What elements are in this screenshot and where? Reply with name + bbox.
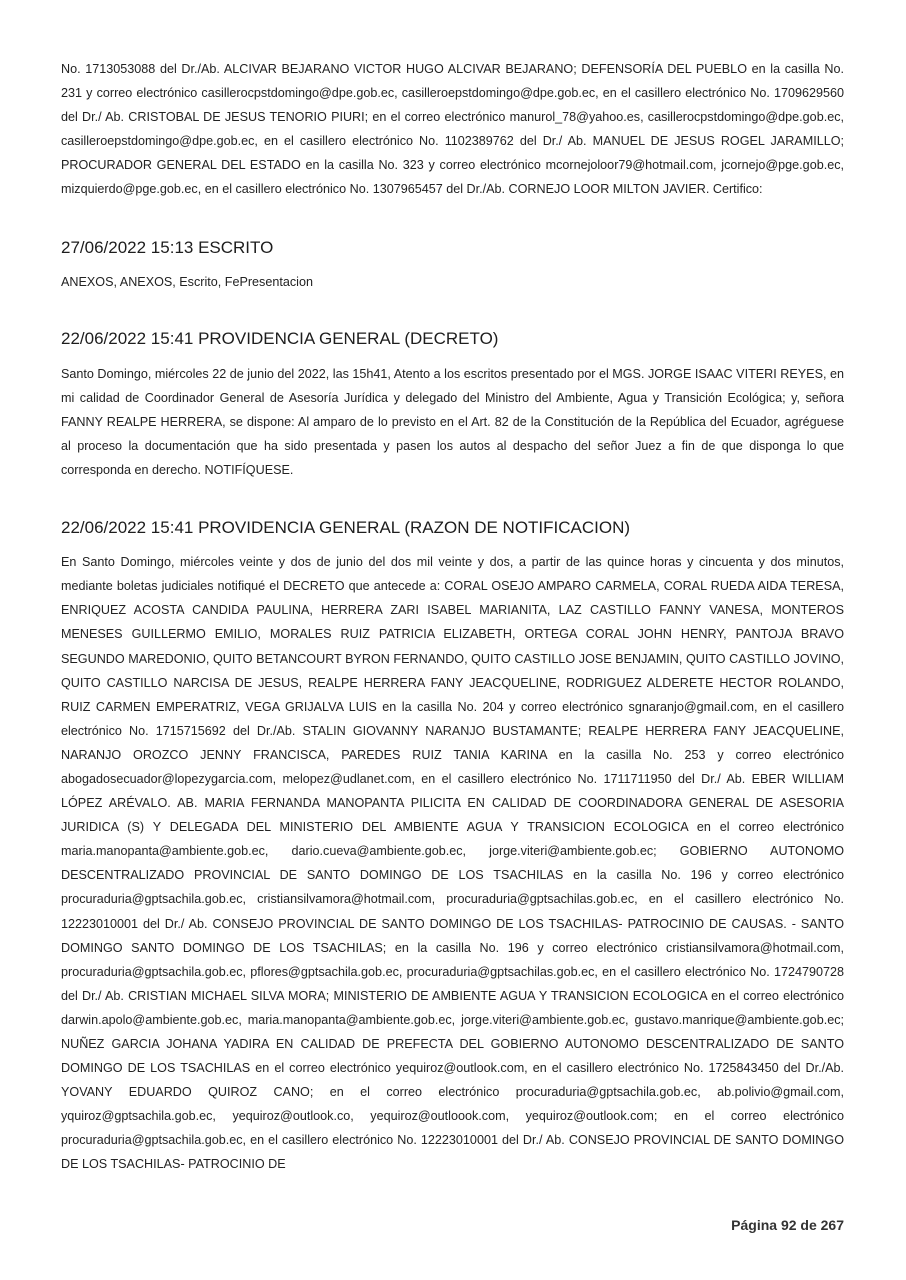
entry-heading-decreto: 22/06/2022 15:41 PROVIDENCIA GENERAL (DECRETO) [61, 328, 499, 348]
entry-heading-razon-notificacion: 22/06/2022 15:41 PROVIDENCIA GENERAL (RAZON DE NOTIFICACION) [61, 518, 631, 538]
document-page [61, 57, 844, 1177]
entry-body-razon-notificacion: En Santo Domingo, miércoles veinte y dos de junio del dos mil veinte y dos, a partir de las quince horas y cincuenta y dos minutos, mediante boletas judiciales notifiqué el DECRETO que antecede a: CORAL OSEJO AMPARO CARMELA, CORAL RUEDA AIDA TERESA, ENRIQUEZ ACOSTA CANDIDA PAULINA, HERRERA ZARI ISABEL MARIANITA, LAZ CASTILLO FANNY VANESA, MONTEROS MENESES GUILLERMO EMILIO, MORALES RUIZ PATRICIA ELIZABETH, ORTEGA CORAL JOHN HENRY, PANTOJA BRAVO SEGUNDO MAREDONIO, QUITO BETANCOURT BYRON FERNANDO, QUITO CASTILLO JOSE BENJAMIN, QUITO CASTILLO JOVINO, QUITO CASTILLO NARCISA DE JESUS, REALPE HERRERA FANY JEACQUELINE, RODRIGUEZ ALDERETE HECTOR ROLANDO, RUIZ CARMEN EMPERATRIZ, VEGA GRIJALVA LUIS en la casilla No. 204 y correo electrónico sgnaranjo@gmail.com, en el casillero electrónico No. 1715715692 del Dr./Ab. STALIN GIOVANNY NARANJO BUSTAMANTE; REALPE HERRERA FANY JEACQUELINE, NARANJO OROZCO JENNY FRANCISCA, PAREDES RUIZ TANIA KARINA en la casilla No. 253 y correo electrónico abogadosecuador@lopezygarcia.com, melopez@udlanet.com, en el casillero electrónico No. 1711711950 del Dr./ Ab. EBER WILLIAM LÓPEZ ARÉVALO. AB. MARIA FERNANDA MANOPANTA PILICITA EN CALIDAD DE COORDINADORA GENERAL DE ASESORIA JURIDICA (S) Y DELEGADA DEL MINISTERIO DEL AMBIENTE AGUA Y TRANSICION ECOLOGICA en el correo electrónico maria.manopanta@ambiente.gob.ec, dario.cueva@ambiente.gob.ec, jorge.viteri@ambiente.gob.ec; GOBIERNO AUTONOMO DESCENTRALIZADO PROVINCIAL DE SANTO DOMINGO DE LOS TSACHILAS en la casilla No. 196 y correo electrónico procuraduria@gptsachila.gob.ec, cristiansilvamora@hotmail.com, procuraduria@gptsachilas.gob.ec, en el casillero electrónico No. 12223010001 del Dr./ Ab. CONSEJO PROVINCIAL DE SANTO DOMINGO DE LOS TSACHILAS- PATROCINIO DE CAUSAS. - SANTO DOMINGO SANTO DOMINGO DE LOS TSACHILAS; en la casilla No. 196 y correo electrónico cristiansilvamora@hotmail.com, procuraduria@gptsachila.gob.ec, pflores@gptsachila.gob.ec, procuraduria@gptsachilas.gob.ec, en el casillero electrónico No. 1724790728 del Dr./ Ab. CRISTIAN MICHAEL SILVA MORA; MINISTERIO DE AMBIENTE AGUA Y TRANSICION ECOLOGICA en el correo electrónico darwin.apolo@ambiente.gob.ec, maria.manopanta@ambiente.gob.ec, jorge.viteri@ambiente.gob.ec, gustavo.manrique@ambiente.gob.ec; NUÑEZ GARCIA JOHANA YADIRA EN CALIDAD DE PREFECTA DEL GOBIERNO AUTONOMO DESCENTRALIZADO DE SANTO DOMINGO DE LOS TSACHILAS en el correo electrónico yequiroz@outlook.com, en el casillero electrónico No. 1725843450 del Dr./Ab. YOVANY EDUARDO QUIROZ CANO; en el correo electrónico procuraduria@gptsachila.gob.ec, ab.polivio@gmail.com, yquiroz@gptsachila.gob.ec, yequiroz@outlook.co, yequiroz@outloook.com, yequiroz@outlook.com; en el correo electrónico procuraduria@gptsachila.gob.ec, en el casillero electrónico No. 12223010001 del Dr./ Ab. CONSEJO PROVINCIAL DE SANTO DOMINGO DE LOS TSACHILAS- PATROCINIO DE [61, 555, 844, 1172]
entry-body-escrito: ANEXOS, ANEXOS, Escrito, FePresentacion [61, 274, 313, 289]
intro-paragraph: No. 1713053088 del Dr./Ab. ALCIVAR BEJARANO VICTOR HUGO ALCIVAR BEJARANO; DEFENSORÍA DEL PUEBLO en la casilla No. 231 y correo electrónico casillerocpstdomingo@dpe.gob.ec, casilleroepstdomingo@dpe.gob.ec, en el casillero electrónico No. 1709629560 del Dr./ Ab. CRISTOBAL DE JESUS TENORIO PIURI; en el correo electrónico manurol_78@yahoo.es, casillerocpstdomingo@dpe.gob.ec, casilleroepstdomingo@dpe.gob.ec, en el casillero electrónico No. 1102389762 del Dr./ Ab. MANUEL DE JESUS ROGEL JARAMILLO; PROCURADOR GENERAL DEL ESTADO en la casilla No. 323 y correo electrónico mcornejoloor79@hotmail.com, jcornejo@pge.gob.ec, mizquierdo@pge.gob.ec, en el casillero electrónico No. 1307965457 del Dr./Ab. CORNEJO LOOR MILTON JAVIER. Certifico: [61, 62, 844, 197]
entry-heading-escrito: 27/06/2022 15:13 ESCRITO [61, 237, 274, 257]
page-number: Página 92 de 267 [731, 1217, 844, 1233]
entry-body-decreto: Santo Domingo, miércoles 22 de junio del 2022, las 15h41, Atento a los escritos presentado por el MGS. JORGE ISAAC VITERI REYES, en mi calidad de Coordinador General de Asesoría Jurídica y delegado del Ministro del Ambiente, Agua y Transición Ecológica; y, señora FANNY REALPE HERRERA, se dispone: Al amparo de lo previsto en el Art. 82 de la Constitución de la República del Ecuador, agréguese al proceso la documentación que ha sido presentada y pasen los autos al despacho del señor Juez a fin de que disponga lo que corresponda en derecho. NOTIFÍQUESE. [61, 366, 844, 478]
